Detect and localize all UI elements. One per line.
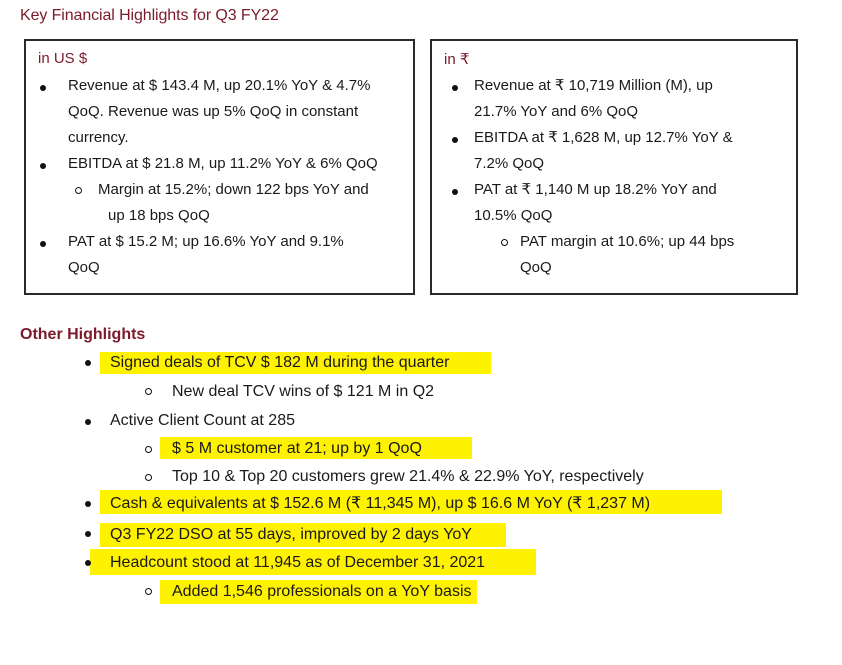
inr-pat-margin-line-1: PAT margin at 10.6%; up 44 bps [520,233,735,250]
headcount-item: Headcount stood at 11,945 as of December 31, 2021 [110,554,486,571]
usd-revenue-line-2: QoQ. Revenue was up 5% QoQ in constant [68,103,359,120]
sub-bullet-icon [145,474,152,481]
inr-ebitda-line-1: EBITDA at ₹ 1,628 M, up 12.7% YoY & [474,129,733,146]
inr-pat-line-2: 10.5% QoQ [474,207,553,224]
usd-revenue-line-1: Revenue at $ 143.4 M, up 20.1% YoY & 4.7% [68,77,371,94]
sub-bullet-icon [75,187,82,194]
usd-revenue-line-3: currency. [68,129,129,146]
bullet-icon [40,241,46,247]
signed-deals-item: Signed deals of TCV $ 182 M during the quarter [110,354,450,371]
bullet-icon [40,85,46,91]
usd-pat-line-1: PAT at $ 15.2 M; up 16.6% YoY and 9.1% [68,233,344,250]
bullet-icon [85,531,91,537]
bullet-icon [40,163,46,169]
bullet-icon [85,560,91,566]
bullet-icon [85,501,91,507]
inr-ebitda-line-2: 7.2% QoQ [474,155,545,172]
usd-margin-line-2: up 18 bps QoQ [108,207,210,224]
bullet-icon [85,360,91,366]
usd-margin-line-1: Margin at 15.2%; down 122 bps YoY and [98,181,369,198]
added-professionals-item: Added 1,546 professionals on a YoY basis [172,583,472,600]
bullet-icon [85,419,91,425]
sub-bullet-icon [145,588,152,595]
sub-bullet-icon [145,388,152,395]
sub-bullet-icon [501,239,508,246]
bullet-icon [452,85,458,91]
other-highlights-title: Other Highlights [20,326,146,343]
usd-ebitda-line: EBITDA at $ 21.8 M, up 11.2% YoY & 6% QoQ [68,155,378,172]
customer-5m-item: $ 5 M customer at 21; up by 1 QoQ [172,440,422,457]
inr-pat-line-1: PAT at ₹ 1,140 M up 18.2% YoY and [474,181,717,198]
page-title: Key Financial Highlights for Q3 FY22 [20,7,279,24]
dso-item: Q3 FY22 DSO at 55 days, improved by 2 days YoY [110,526,472,543]
usd-highlights-box [24,39,415,295]
inr-revenue-line-1: Revenue at ₹ 10,719 Million (M), up [474,77,713,94]
usd-pat-line-2: QoQ [68,259,100,276]
usd-box-heading: in US $ [38,50,88,67]
top-customers-item: Top 10 & Top 20 customers grew 21.4% & 22.9% YoY, respectively [172,468,644,485]
active-client-item: Active Client Count at 285 [110,412,295,429]
new-deal-item: New deal TCV wins of $ 121 M in Q2 [172,383,435,400]
cash-equivalents-item: Cash & equivalents at $ 152.6 M (₹ 11,345 M), up $ 16.6 M YoY (₹ 1,237 M) [110,495,651,512]
inr-pat-margin-line-2: QoQ [520,259,552,276]
inr-highlights-box [430,39,798,295]
bullet-icon [452,189,458,195]
sub-bullet-icon [145,446,152,453]
bullet-icon [452,137,458,143]
inr-box-heading: in ₹ [444,51,470,68]
inr-revenue-line-2: 21.7% YoY and 6% QoQ [474,103,639,120]
